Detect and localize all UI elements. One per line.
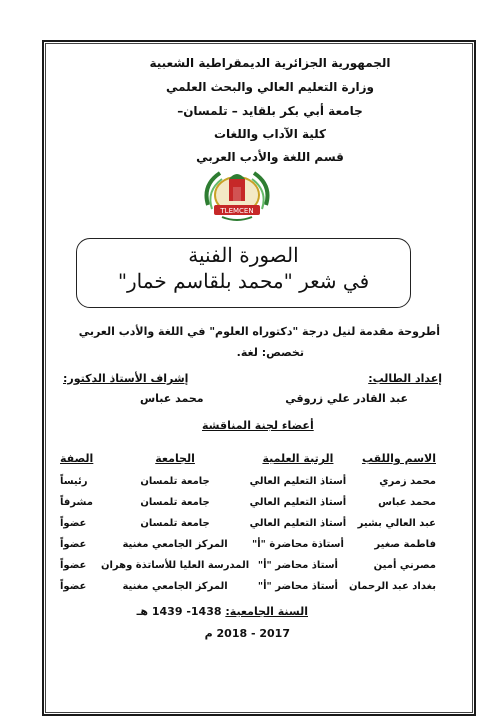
member-rank: أستاذ محاضر "أ" bbox=[257, 581, 338, 592]
member-university: المدرسة العليا للأساتذة وهران bbox=[100, 560, 250, 571]
header-university: جامعة أبي بكر بلقايد – تلمسان– bbox=[177, 104, 363, 118]
academic-year bbox=[137, 605, 308, 618]
member-university: جامعة تلمسان bbox=[140, 476, 210, 487]
thesis-title-line2: في شعر "محمد بلقاسم خمار" bbox=[117, 269, 370, 293]
member-role: مشرفاً bbox=[60, 497, 93, 508]
member-rank: أستاذ التعليم العالي bbox=[249, 476, 347, 487]
emblem-caption: TLEMCEN bbox=[220, 207, 254, 215]
col-university-header: الجامعة bbox=[155, 452, 195, 465]
col-rank-header: الرتبة العلمية bbox=[262, 452, 334, 465]
header-ministry: وزارة التعليم العالي والبحث العلمي bbox=[165, 80, 375, 94]
supervisor-name: محمد عباس bbox=[140, 392, 204, 405]
table-row bbox=[60, 576, 436, 597]
member-rank: أستاذة محاضرة "أ" bbox=[252, 539, 344, 550]
thesis-title-line1: الصورة الفنية bbox=[188, 243, 299, 267]
committee-table bbox=[60, 452, 436, 597]
thesis-description: أطروحة مقدمة لنيل درجة "دكتوراه العلوم" في اللغة والأدب العربي bbox=[78, 325, 440, 338]
table-row bbox=[60, 513, 436, 534]
member-role: عضواً bbox=[60, 581, 87, 592]
member-university: المركز الجامعي مغنية bbox=[122, 539, 228, 550]
university-emblem bbox=[200, 165, 274, 225]
member-university: جامعة تلمسان bbox=[140, 518, 210, 529]
specialty: تخصص: لغة. bbox=[236, 346, 304, 359]
member-rank: أستاذ محاضر "أ" bbox=[257, 560, 338, 571]
col-name-header: الاسم واللقب bbox=[361, 452, 436, 465]
member-role: عضواً bbox=[60, 560, 87, 571]
academic-year-hijri: 1438- 1439 هـ bbox=[136, 605, 222, 618]
committee-header-row bbox=[60, 452, 436, 471]
member-name: محمد عباس bbox=[378, 497, 436, 508]
table-row bbox=[60, 555, 436, 576]
member-rank: أستاذ التعليم العالي bbox=[249, 518, 347, 529]
academic-year-label: السنة الجامعية: bbox=[225, 605, 308, 618]
col-role-header: الصفة bbox=[60, 452, 94, 465]
table-row bbox=[60, 492, 436, 513]
academic-year-gregorian: 2017 - 2018 م bbox=[204, 627, 290, 640]
supervisor-label: إشراف الأستاذ الدكتور: bbox=[63, 372, 189, 385]
header-department: قسم اللغة والأدب العربي bbox=[196, 150, 344, 164]
member-name: عبد العالي بشير bbox=[357, 518, 436, 529]
member-role: عضواً bbox=[60, 539, 87, 550]
member-university: المركز الجامعي مغنية bbox=[122, 581, 228, 592]
thesis-title-box bbox=[76, 238, 411, 308]
member-role: عضواً bbox=[60, 518, 87, 529]
student-name: عبد القادر علي زروقي bbox=[285, 392, 408, 405]
member-university: جامعة تلمسان bbox=[140, 497, 210, 508]
member-name: فاطمة صغير bbox=[374, 539, 436, 550]
prepared-by-label: إعداد الطالب: bbox=[368, 372, 442, 385]
member-name: محمد زمري bbox=[379, 476, 436, 487]
committee-title: أعضاء لجنة المناقشة bbox=[202, 419, 314, 432]
member-role: رئيساً bbox=[60, 476, 88, 487]
member-rank: أستاذ التعليم العالي bbox=[249, 497, 347, 508]
table-row bbox=[60, 471, 436, 492]
header-faculty: كلية الآداب واللغات bbox=[213, 127, 327, 141]
member-name: بغداد عبد الرحمان bbox=[349, 581, 436, 592]
header-republic: الجمهورية الجزائرية الديمقراطية الشعبية bbox=[149, 56, 391, 70]
table-row bbox=[60, 534, 436, 555]
member-name: مصرني أمين bbox=[373, 560, 436, 571]
